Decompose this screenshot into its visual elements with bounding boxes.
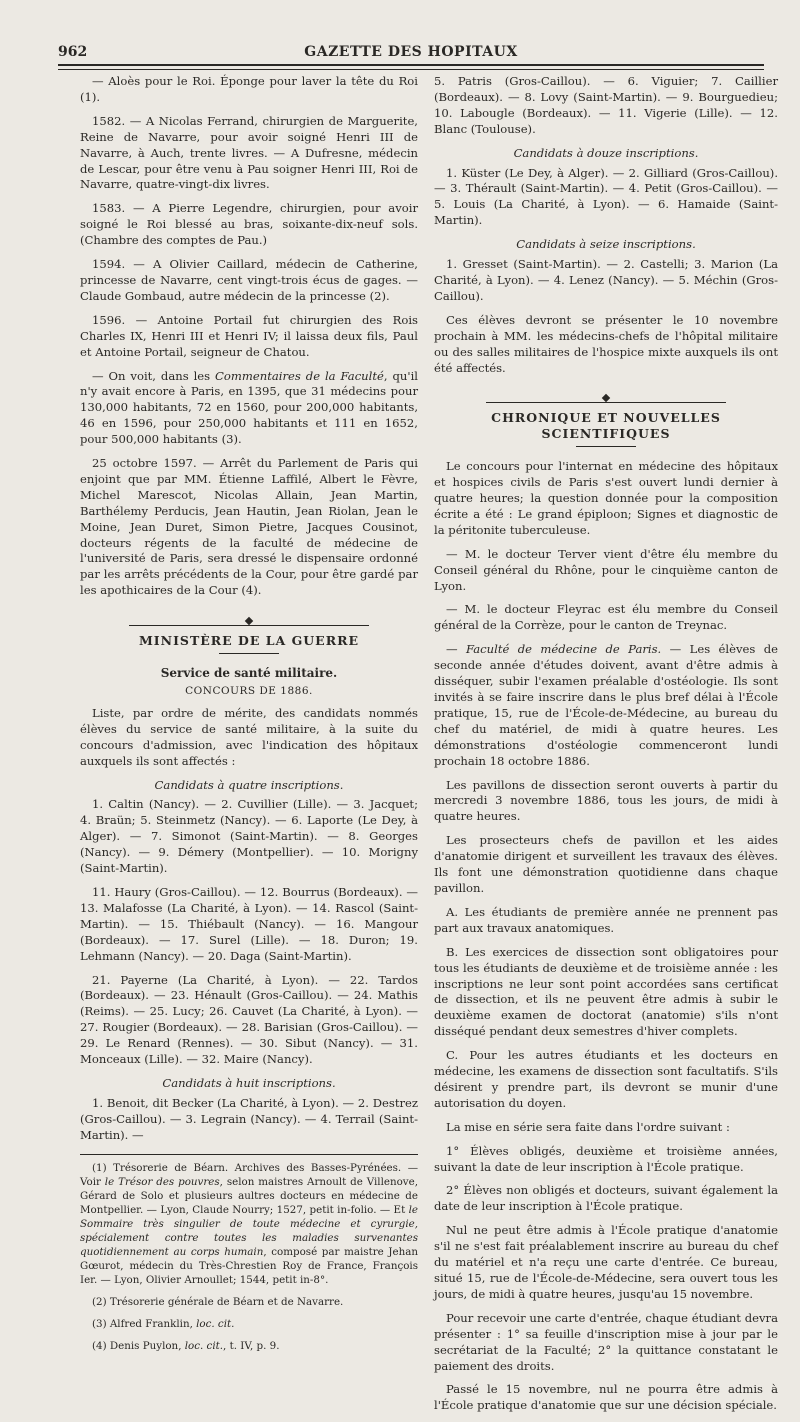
- paragraph: B. Les exercices de dissection sont obligatoires pour tous les étudiants de deuxième et de troisième année : les inscriptions ne leur sont point accordées sans certificat de dissection, et ils ne peuvent être admis à subir le deuxième examen de doctorat (anatomie) s'ils n'ont disséqué pendant deux semestres d'hiver complets.: [434, 944, 778, 1039]
- paragraph: 25 octobre 1597. — Arrêt du Parlement de Paris qui enjoint que par MM. Étienne Laffilé, Albert le Fèvre, Michel Marescot, Nicolas Allain, Jean Martin, Barthélemy Perducis, Jean Hautin, Jean Riolan, Jean le Moine, Jean Duret, Simon Pietre, Jacques Cousinot, docteurs régents de la faculté de médecine de l'université de Paris, sera dressé le dispensaire ordonné par les arrêts précédents de la Cour, pour être gardé par les apothicaires de la Cour (4).: [80, 456, 418, 598]
- paragraph: 1582. — A Nicolas Ferrand, chirurgien de Marguerite, Reine de Navarre, pour avoir soigné Henri III de Navarre, à Auch, trente livres. — A Dufresne, médecin de Lescar, pour être venu à Pau soigner Henri III, Roi de Navarre, quatre-vingt-dix livres.: [80, 113, 418, 192]
- paragraph: Pour recevoir une carte d'entrée, chaque étudiant devra présenter : 1° sa feuille d'inscription mise à jour par le secrétariat de la Faculté; 2° la quittance constatant le paiement des droits.: [434, 1310, 778, 1373]
- paragraph: [80, 369, 418, 449]
- italic-run: le Trésor des pouvres: [104, 1175, 220, 1188]
- paragraph: — Aloès pour le Roi. Éponge pour laver la tête du Roi (1).: [80, 74, 418, 104]
- text-run: (4) Denis Puylon,: [92, 1339, 185, 1352]
- ornament-divider: [80, 613, 418, 619]
- paragraph: Liste, par ordre de mérite, des candidats nommés élèves du service de santé militaire, à la suite du concours d'admission, avec l'indication des hôpitaux auxquels ils sont affectés :: [80, 705, 418, 768]
- text-run: — Les élèves de seconde année d'études doivent, avant d'être admis à disséquer, subir l'examen préalable d'ostéologie. Ils sont invités à se faire inscrire dans le plus bref délai à l'École pratique, 15, rue de l'École-de-Médecine, au bureau du chef du matériel, de midi à quatre heures. Les démonstrations d'ostéologie commenceront lundi prochain 18 octobre 1886.: [434, 642, 779, 768]
- paragraph: Les prosecteurs chefs de pavillon et les aides d'anatomie dirigent et surveillent les travaux des élèves. Ils font une démonstration quotidienne dans chaque pavillon.: [434, 833, 778, 895]
- short-rule: [219, 653, 279, 654]
- category-heading: Candidats à quatre inscriptions.: [154, 777, 344, 792]
- paragraph: 1583. — A Pierre Legendre, chirurgien, pour avoir soigné le Roi blessé au bras, soixante-dix-neuf sols. (Chambre des comptes de Pau.): [80, 201, 418, 248]
- right-column: [434, 74, 778, 1422]
- paragraph: 1° Élèves obligés, deuxième et troisième années, suivant la date de leur inscription à l'École pratique.: [434, 1143, 778, 1174]
- list-paragraph: 1. Küster (Le Dey, à Alger). — 2. Gilliard (Gros-Caillou). — 3. Thérault (Saint-Martin). — 4. Petit (Gros-Caillou). — 5. Louis (La Charité, à Lyon). — 6. Hamaide (Saint-Martin).: [434, 165, 778, 228]
- section-title: CHRONIQUE ET NOUVELLES SCIENTIFIQUES: [491, 410, 721, 442]
- header-rule-thin: [58, 69, 764, 70]
- text-run: (1) Trésorerie de Béarn. Archives des Basses-Pyrénées. — Voir: [80, 1161, 418, 1188]
- left-column: [80, 74, 418, 1361]
- paragraph: 1594. — A Olivier Caillard, médecin de Catherine, princesse de Navarre, cent vingt-trois écus de gages. — Claude Gombaud, autre médecin de la princesse (2).: [80, 257, 418, 303]
- short-rule: [576, 446, 636, 447]
- paragraph: Le concours pour l'internat en médecine des hôpitaux et hospices civils de Paris s'est ouvert lundi dernier à quatre heures; la question donnée pour la composition écrite a été : Le grand épiploon; Signes et diagnostic de la péritonite tuberculeuse.: [434, 459, 778, 537]
- text-run: , qu'il n'y avait encore à Paris, en 1395, que 31 médecins pour 130,000 habitants, 72 en 1560, pour 200,000 habitants, 46 en 1596, pour 250,000 habitants et 111 en 1652, pour 500,000 habitants (3).: [80, 368, 418, 447]
- text-run: (3) Alfred Franklin,: [92, 1317, 197, 1330]
- category-heading: Candidats à seize inscriptions.: [516, 237, 696, 252]
- subsection-title: Service de santé militaire.: [160, 666, 338, 681]
- paragraph: Nul ne peut être admis à l'École pratique d'anatomie s'il ne s'est fait préalablement inscrire au bureau du chef du matériel et n'a reçu une carte d'entrée. Ce bureau, situé 15, rue de l'École-de-Médecine, sera ouvert tous les jours, de midi à quatre heures, jusqu'au 15 novembre.: [434, 1223, 778, 1301]
- list-paragraph: 1. Gresset (Saint-Martin). — 2. Castelli; 3. Marion (La Charité, à Lyon). — 4. Lenez (Nancy). — 5. Méchin (Gros-Caillou).: [434, 257, 778, 303]
- text-run: , t. IV, p. 9.: [223, 1339, 280, 1352]
- paragraph: Passé le 15 novembre, nul ne pourra être admis à l'École pratique d'anatomie que sur une décision spéciale.: [434, 1382, 778, 1413]
- page-number: 962: [58, 44, 88, 60]
- footnote: (2) Trésorerie générale de Béarn et de Navarre.: [92, 1295, 344, 1308]
- category-heading: Candidats à douze inscriptions.: [513, 145, 699, 160]
- category-heading: Candidats à huit inscriptions.: [162, 1075, 336, 1090]
- list-paragraph: 1. Benoit, dit Becker (La Charité, à Lyon). — 2. Destrez (Gros-Caillou). — 3. Legrain (Nancy). — 4. Terrail (Saint-Martin). —: [80, 1095, 418, 1142]
- text-run: , selon maistres Arnoult de Villenove, Gérard de Solo et plusieurs aultres docteurs en médecine de Montpellier. — Lyon, Claude Nourry; 1527, petit in-folio. — Et: [80, 1175, 418, 1216]
- footnote: [80, 1161, 418, 1287]
- paragraph: — M. le docteur Terver vient d'être élu membre du Conseil général du Rhône, pour le cinquième canton de Lyon.: [434, 546, 778, 593]
- text-run: — On voit, dans les: [92, 368, 216, 383]
- italic-run: le Sommaire très singulier de toute médecine et cyrurgie, spécialement contre toutes les maladies survenantes quotidiennement au corps humain: [80, 1203, 418, 1258]
- section-title: MINISTÈRE DE LA GUERRE: [138, 633, 360, 649]
- concours-label: CONCOURS DE 1886.: [185, 685, 313, 697]
- list-paragraph: 5. Patris (Gros-Caillou). — 6. Viguier; 7. Caillier (Bordeaux). — 8. Lovy (Saint-Martin). — 9. Bourguedieu; 10. Labougle (Bordeaux). — 11. Vigerie (Lille). — 12. Blanc (Toulouse).: [434, 74, 778, 136]
- paragraph: [434, 642, 778, 769]
- journal-title: GAZETTE DES HOPITAUX: [304, 44, 518, 60]
- italic-run: — Faculté de médecine de Paris.: [446, 642, 662, 657]
- italic-run: loc. cit.: [184, 1339, 224, 1352]
- footnote: [80, 1339, 418, 1353]
- italic-run: loc. cit.: [196, 1317, 235, 1330]
- paragraph: C. Pour les autres étudiants et les docteurs en médecine, les examens de dissection sont facultatifs. S'ils désirent y prendre part, ils devront se munir d'une autorisation du doyen.: [434, 1048, 778, 1110]
- footnote-rule: [80, 1154, 418, 1155]
- list-paragraph: 11. Haury (Gros-Caillou). — 12. Bourrus (Bordeaux). — 13. Malafosse (La Charité, à Lyon). — 14. Rascol (Saint-Martin). — 15. Thiébault (Nancy). — 16. Mangour (Bordeaux). — 17. Surel (Lille). — 18. Duron; 19. Lehmann (Nancy). — 20. Daga (Saint-Martin).: [80, 884, 418, 963]
- italic-run: Commentaires de la Faculté: [215, 368, 384, 383]
- list-paragraph: 21. Payerne (La Charité, à Lyon). — 22. Tardos (Bordeaux). — 23. Hénault (Gros-Caillou). — 24. Mathis (Reims). — 25. Lucy; 26. Cauvet (La Charité, à Lyon). — 27. Rougier (Bordeaux). — 28. Barisian (Gros-Caillou). — 29. Le Renard (Rennes). — 30. Sibut (Nancy). — 31. Monceaux (Lille). — 32. Maire (Nancy).: [80, 972, 418, 1067]
- paragraph: Ces élèves devront se présenter le 10 novembre prochain à MM. les médecins-chefs de l'hôpital militaire ou des salles militaires de l'hospice mixte auxquels ils ont été affectés.: [434, 312, 778, 375]
- paragraph: — M. le docteur Fleyrac est élu membre du Conseil général de la Corrèze, pour le canton de Treynac.: [434, 602, 778, 633]
- footnote: [80, 1317, 418, 1331]
- header-rule: [58, 64, 764, 66]
- paragraph: La mise en série sera faite dans l'ordre suivant :: [446, 1119, 730, 1134]
- text-run: , composé par maistre Jehan Gœurot, médecin du Très-Chrestien Roy de France, François Ier. — Lyon, Olivier Arnoullet; 1544, petit in-8°.: [80, 1245, 418, 1286]
- paragraph: 1596. — Antoine Portail fut chirurgien des Rois Charles IX, Henri III et Henri IV; il laissa deux fils, Paul et Antoine Portail, seigneur de Chatou.: [80, 312, 418, 359]
- list-paragraph: 1. Caltin (Nancy). — 2. Cuvillier (Lille). — 3. Jacquet; 4. Braün; 5. Steinmetz (Nancy). — 6. Laporte (Le Dey, à Alger). — 7. Simonot (Saint-Martin). — 8. Georges (Nancy). — 9. Démery (Montpellier). — 10. Morigny (Saint-Martin).: [80, 797, 418, 876]
- ornament-divider: [434, 390, 778, 396]
- paragraph: 2° Élèves non obligés et docteurs, suivant également la date de leur inscription à l'École pratique.: [434, 1183, 778, 1214]
- paragraph: A. Les étudiants de première année ne prennent pas part aux travaux anatomiques.: [434, 904, 778, 935]
- paragraph: Les pavillons de dissection seront ouverts à partir du mercredi 3 novembre 1886, tous les jours, de midi à quatre heures.: [434, 777, 778, 824]
